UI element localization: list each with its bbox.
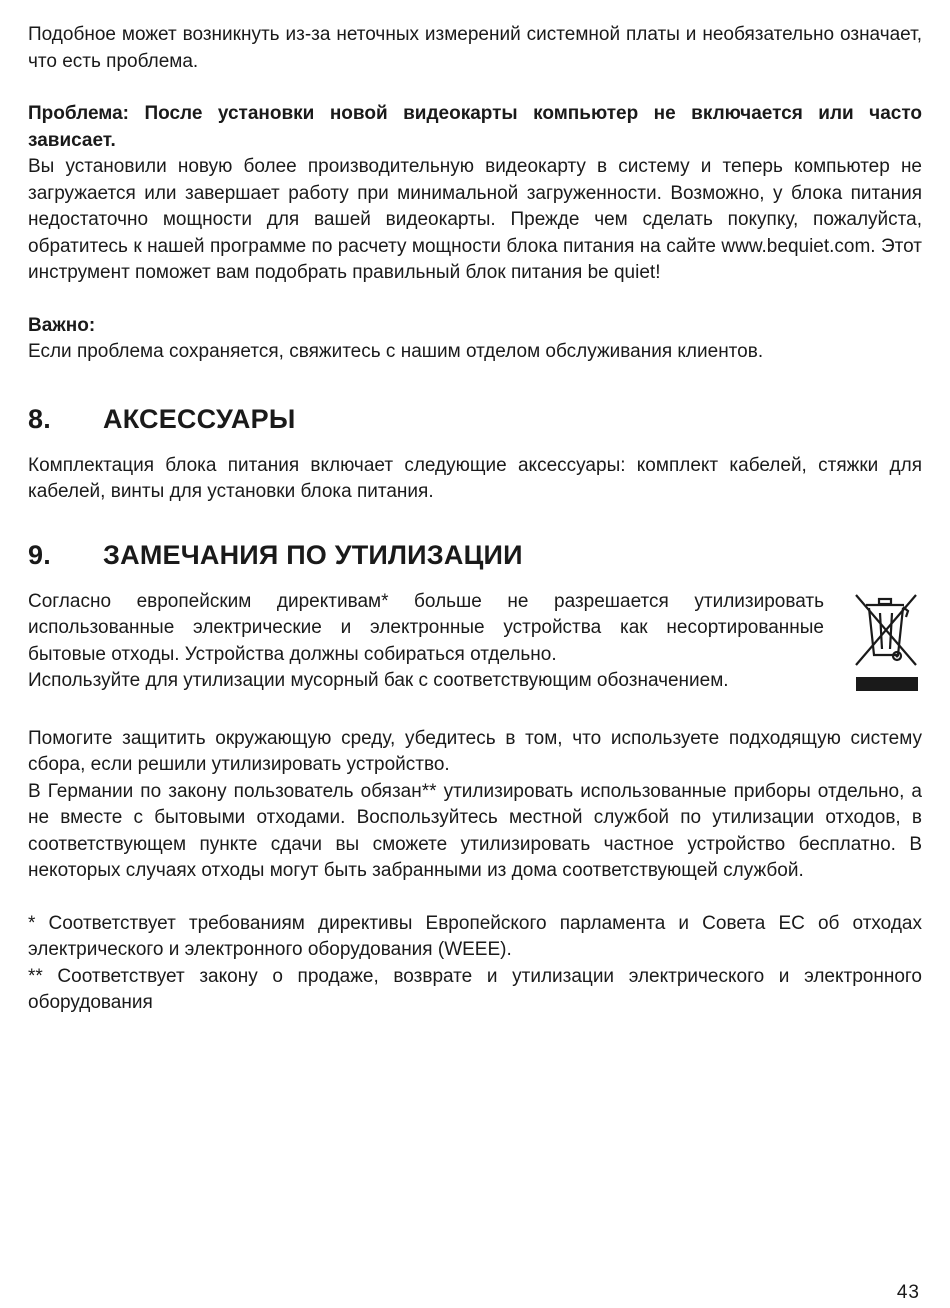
- section-9-paragraph-1: Согласно европейским директивам* больше не разрешается утилизировать использованные электрические и электронные устройства как несортированные бытовые отходы. Устройства должны собираться отдельно.: [28, 590, 824, 665]
- section-8-heading: [28, 402, 922, 436]
- crossed-out-wheelie-bin-icon: [852, 591, 922, 700]
- section-9-paragraph-4: В Германии по закону пользователь обязан** утилизировать использованные приборы отдельно, а не вместе с бытовыми отходами. Воспользуйтесь местной службой по утилизации отходов, в соответствующем пункте сдачи вы сможете утилизировать частное устройство бесплатно. В некоторых случаях отходы могут быть забранными из дома соответствующей службой.: [28, 780, 922, 881]
- section-8-title: АКСЕССУАРЫ: [103, 403, 296, 434]
- section-8-paragraph: Комплектация блока питания включает следующие аксессуары: комплект кабелей, стяжки для кабелей, винты для установки блока питания.: [28, 454, 922, 502]
- section-9-number: 9.: [28, 539, 51, 570]
- intro-paragraph: Подобное может возникнуть из-за неточных измерений системной платы и необязательно означает, что есть проблема.: [28, 24, 922, 72]
- section-8-number: 8.: [28, 403, 51, 434]
- section-9-heading: [28, 538, 922, 572]
- footnote-2: ** Соответствует закону о продаже, возврате и утилизации электрического и электронного оборудования: [28, 965, 922, 1013]
- important-heading: Важно:: [28, 314, 96, 336]
- section-9-paragraph-2: Используйте для утилизации мусорный бак с соответствующим обозначением.: [28, 670, 729, 691]
- important-paragraph: Если проблема сохраняется, свяжитесь с нашим отделом обслуживания клиентов.: [28, 341, 764, 362]
- footnote-1: * Соответствует требованиям директивы Европейского парламента и Совета ЕС об отходах электрического и электронного оборудования (WEEE).: [28, 912, 922, 960]
- section-9-paragraph-3: Помогите защитить окружающую среду, убедитесь в том, что используете подходящую систему сбора, если решили утилизировать устройство.: [28, 727, 922, 775]
- problem-heading: Проблема: После установки новой видеокарты компьютер не включается или часто зависает.: [28, 103, 922, 151]
- section-9-title: ЗАМЕЧАНИЯ ПО УТИЛИЗАЦИИ: [103, 539, 523, 570]
- weee-block: [28, 589, 922, 700]
- document-page: [28, 22, 922, 1017]
- page-number: 43: [896, 1282, 920, 1303]
- problem-paragraph: Вы установили новую более производительную видеокарту в систему и теперь компьютер не загружается или завершает работу при минимальной загруженности. Возможно, у блока питания недостаточно мощности для вашей видеокарты. Прежде чем сделать покупку, пожалуйста, обратитесь к нашей программе по расчету мощности блока питания на сайте www.bequiet.com. Этот инструмент поможет вам подобрать правильный блок питания be quiet!: [28, 156, 922, 283]
